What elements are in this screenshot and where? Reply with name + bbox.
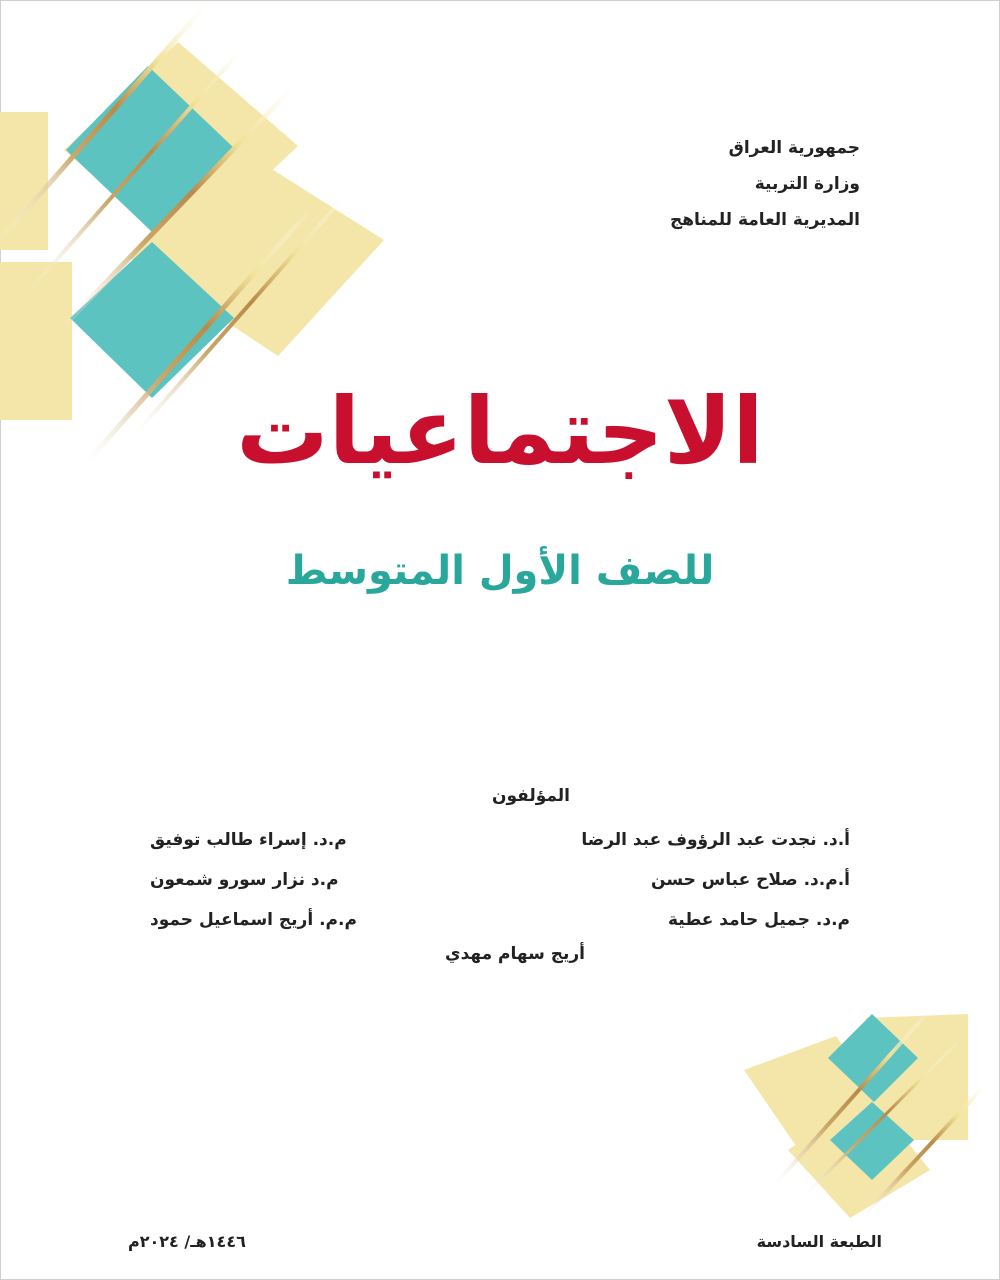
book-title: الاجتماعيات <box>236 378 764 485</box>
book-subtitle: للصف الأول المتوسط <box>285 548 715 594</box>
author-row <box>150 820 850 860</box>
publication-date: ١٤٤٦هـ/ ٢٠٢٤م <box>128 1232 246 1251</box>
author-row <box>150 900 850 940</box>
edition-label: الطبعة السادسة <box>756 1232 882 1251</box>
author-name: أ.د. نجدت عبد الرؤوف عبد الرضا <box>581 830 850 850</box>
author-name: م.د. إسراء طالب توفيق <box>150 830 347 850</box>
header-ministry: وزارة التربية <box>754 174 860 194</box>
authors-heading: المؤلفون <box>491 786 570 806</box>
author-name: أ.م.د. صلاح عباس حسن <box>651 870 850 890</box>
author-name: م.م. أريج اسماعيل حمود <box>150 910 357 930</box>
authors-list <box>150 820 850 940</box>
bottom-right-tiles <box>744 1010 990 1220</box>
author-row <box>150 860 850 900</box>
author-name: أريج سهام مهدي <box>444 944 586 964</box>
header-country: جمهورية العراق <box>728 138 860 158</box>
author-name: م.د نزار سورو شمعون <box>150 870 339 890</box>
ministry-header <box>670 130 860 238</box>
author-name: م.د. جميل حامد عطية <box>667 910 850 930</box>
header-directorate: المديرية العامة للمناهج <box>669 210 860 230</box>
